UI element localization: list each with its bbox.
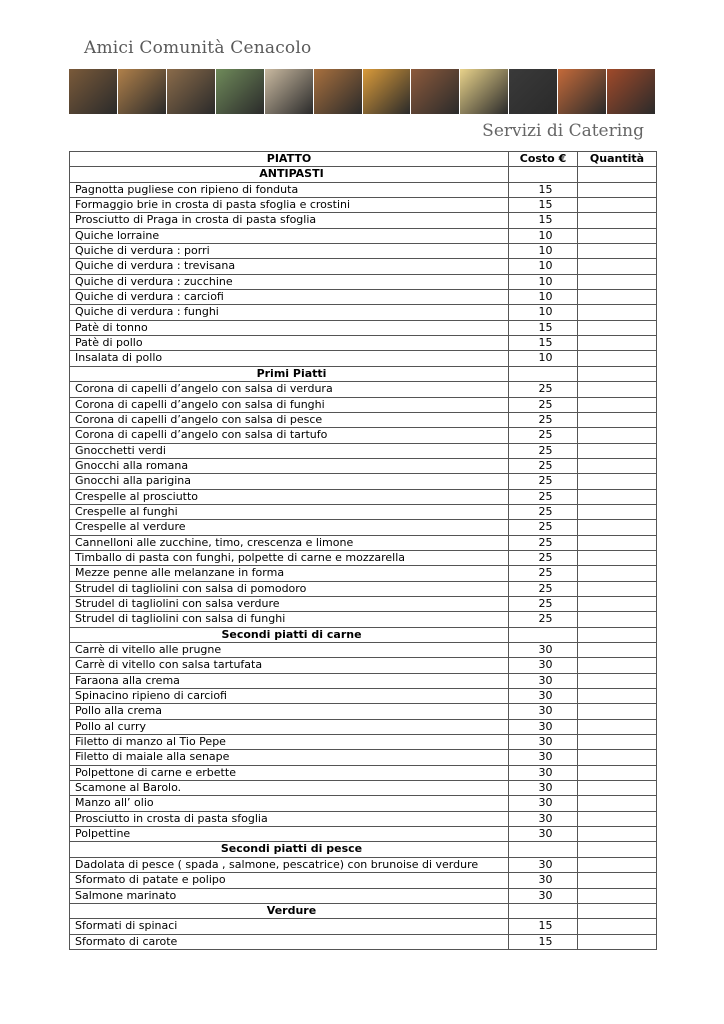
table-row [70,397,657,412]
dish-price: 25 [509,581,578,596]
column-header-cost: Costo € [509,152,578,167]
quantity-cell[interactable] [578,689,657,704]
quantity-cell[interactable] [578,259,657,274]
dish-price: 25 [509,428,578,443]
dish-name: Crespelle al prosciutto [70,489,509,504]
dish-name: Sformato di carote [70,934,509,949]
table-row [70,581,657,596]
table-row [70,458,657,473]
dish-name: Strudel di tagliolini con salsa verdure [70,596,509,611]
quantity-cell[interactable] [578,535,657,550]
quantity-cell[interactable] [578,474,657,489]
table-row [70,228,657,243]
banner-photo [411,69,460,114]
dish-name: Corona di capelli d’angelo con salsa di funghi [70,397,509,412]
table-row [70,796,657,811]
quantity-cell[interactable] [578,428,657,443]
dish-price: 25 [509,550,578,565]
table-row [70,781,657,796]
table-row [70,520,657,535]
dish-price: 25 [509,520,578,535]
section-cost-cell [509,167,578,182]
dish-price: 10 [509,228,578,243]
dish-name: Filetto di manzo al Tio Pepe [70,735,509,750]
section-row [70,366,657,381]
quantity-cell[interactable] [578,612,657,627]
quantity-cell[interactable] [578,796,657,811]
table-row [70,290,657,305]
dish-name: Quiche di verdura : funghi [70,305,509,320]
quantity-cell[interactable] [578,412,657,427]
table-row [70,566,657,581]
dish-name: Spinacino ripieno di carciofi [70,689,509,704]
table-row [70,827,657,842]
table-row [70,351,657,366]
table-row [70,244,657,259]
table-row [70,735,657,750]
dish-price: 10 [509,290,578,305]
dish-name: Pollo al curry [70,719,509,734]
dish-price: 15 [509,182,578,197]
quantity-cell[interactable] [578,520,657,535]
quantity-cell[interactable] [578,443,657,458]
table-row [70,259,657,274]
dish-name: Corona di capelli d’angelo con salsa di tartufo [70,428,509,443]
quantity-cell[interactable] [578,857,657,872]
quantity-cell[interactable] [578,274,657,289]
dish-name: Dadolata di pesce ( spada , salmone, pescatrice) con brunoise di verdure [70,857,509,872]
dish-name: Manzo all’ olio [70,796,509,811]
dish-price: 30 [509,719,578,734]
section-row [70,167,657,182]
table-row [70,888,657,903]
table-row [70,443,657,458]
dish-name: Timballo di pasta con funghi, polpette di carne e mozzarella [70,550,509,565]
dish-name: Carrè di vitello con salsa tartufata [70,658,509,673]
table-row [70,535,657,550]
section-row [70,903,657,918]
banner-photo [265,69,314,114]
dish-name: Corona di capelli d’angelo con salsa di verdura [70,382,509,397]
column-header-quantity: Quantità [578,152,657,167]
banner-photo [363,69,412,114]
table-row [70,919,657,934]
dish-name: Strudel di tagliolini con salsa di pomodoro [70,581,509,596]
section-quantity-cell [578,627,657,642]
dish-name: Prosciutto di Praga in crosta di pasta sfoglia [70,213,509,228]
dish-name: Patè di tonno [70,320,509,335]
quantity-cell[interactable] [578,781,657,796]
dish-price: 30 [509,796,578,811]
column-header-dish: PIATTO [70,152,509,167]
dish-price: 25 [509,412,578,427]
table-row [70,336,657,351]
quantity-cell[interactable] [578,182,657,197]
dish-price: 30 [509,873,578,888]
table-row [70,182,657,197]
table-row [70,765,657,780]
section-cost-cell [509,366,578,381]
table-row [70,689,657,704]
dish-price: 30 [509,827,578,842]
quantity-cell[interactable] [578,919,657,934]
table-row [70,550,657,565]
table-row [70,719,657,734]
quantity-cell[interactable] [578,244,657,259]
quantity-cell[interactable] [578,596,657,611]
quantity-cell[interactable] [578,290,657,305]
section-quantity-cell [578,366,657,381]
dish-price: 10 [509,351,578,366]
dish-name: Faraona alla crema [70,673,509,688]
table-row [70,934,657,949]
section-cost-cell [509,842,578,857]
quantity-cell[interactable] [578,550,657,565]
banner-photo [607,69,656,114]
dish-name: Salmone marinato [70,888,509,903]
dish-price: 25 [509,489,578,504]
section-title: Secondi piatti di carne [70,627,509,642]
quantity-cell[interactable] [578,581,657,596]
dish-price: 15 [509,919,578,934]
dish-price: 25 [509,397,578,412]
quantity-cell[interactable] [578,873,657,888]
banner-photo [558,69,607,114]
section-quantity-cell [578,167,657,182]
table-row [70,213,657,228]
dish-price: 30 [509,704,578,719]
dish-price: 25 [509,535,578,550]
quantity-cell[interactable] [578,198,657,213]
dish-price: 25 [509,474,578,489]
table-row [70,198,657,213]
section-cost-cell [509,627,578,642]
dish-price: 30 [509,781,578,796]
dish-price: 15 [509,336,578,351]
dish-name: Gnocchetti verdi [70,443,509,458]
quantity-cell[interactable] [578,504,657,519]
dish-price: 10 [509,244,578,259]
dish-name: Filetto di maiale alla senape [70,750,509,765]
dish-price: 25 [509,382,578,397]
banner-photo [460,69,509,114]
dish-name: Prosciutto in crosta di pasta sfoglia [70,811,509,826]
table-header-row [70,152,657,167]
dish-name: Quiche di verdura : trevisana [70,259,509,274]
photo-banner [69,69,656,114]
table-row [70,704,657,719]
dish-name: Quiche di verdura : porri [70,244,509,259]
dish-price: 10 [509,274,578,289]
dish-name: Patè di pollo [70,336,509,351]
dish-price: 30 [509,689,578,704]
dish-price: 30 [509,811,578,826]
quantity-cell[interactable] [578,382,657,397]
quantity-cell[interactable] [578,458,657,473]
dish-price: 25 [509,612,578,627]
table-row [70,474,657,489]
quantity-cell[interactable] [578,827,657,842]
dish-name: Mezze penne alle melanzane in forma [70,566,509,581]
quantity-cell[interactable] [578,336,657,351]
quantity-cell[interactable] [578,228,657,243]
dish-name: Polpettine [70,827,509,842]
dish-price: 30 [509,658,578,673]
dish-name: Scamone al Barolo. [70,781,509,796]
section-cost-cell [509,903,578,918]
section-title: Secondi piatti di pesce [70,842,509,857]
quantity-cell[interactable] [578,735,657,750]
brand-title: Amici Comunità Cenacolo [84,38,312,58]
dish-name: Pollo alla crema [70,704,509,719]
dish-price: 10 [509,259,578,274]
dish-price: 15 [509,213,578,228]
banner-photo [509,69,558,114]
table-row [70,412,657,427]
quantity-cell[interactable] [578,704,657,719]
dish-name: Pagnotta pugliese con ripieno di fonduta [70,182,509,197]
section-title: ANTIPASTI [70,167,509,182]
dish-price: 15 [509,320,578,335]
dish-price: 15 [509,198,578,213]
quantity-cell[interactable] [578,213,657,228]
banner-photo [216,69,265,114]
dish-price: 30 [509,643,578,658]
dish-price: 30 [509,765,578,780]
quantity-cell[interactable] [578,305,657,320]
dish-name: Insalata di pollo [70,351,509,366]
quantity-cell[interactable] [578,658,657,673]
dish-price: 30 [509,750,578,765]
section-row [70,842,657,857]
table-row [70,750,657,765]
dish-name: Quiche di verdura : carciofi [70,290,509,305]
table-row [70,673,657,688]
dish-name: Gnocchi alla romana [70,458,509,473]
menu-table [69,151,657,950]
quantity-cell[interactable] [578,643,657,658]
dish-name: Quiche di verdura : zucchine [70,274,509,289]
section-quantity-cell [578,903,657,918]
table-row [70,504,657,519]
quantity-cell[interactable] [578,566,657,581]
quantity-cell[interactable] [578,765,657,780]
table-row [70,643,657,658]
table-row [70,382,657,397]
quantity-cell[interactable] [578,934,657,949]
dish-price: 30 [509,857,578,872]
quantity-cell[interactable] [578,719,657,734]
section-row [70,627,657,642]
quantity-cell[interactable] [578,750,657,765]
dish-name: Sformato di patate e polipo [70,873,509,888]
quantity-cell[interactable] [578,489,657,504]
section-quantity-cell [578,842,657,857]
dish-name: Crespelle al verdure [70,520,509,535]
dish-price: 30 [509,888,578,903]
table-row [70,428,657,443]
dish-name: Polpettone di carne e erbette [70,765,509,780]
dish-price: 25 [509,596,578,611]
dish-price: 15 [509,934,578,949]
table-row [70,489,657,504]
table-row [70,612,657,627]
quantity-cell[interactable] [578,811,657,826]
dish-name: Quiche lorraine [70,228,509,243]
dish-name: Strudel di tagliolini con salsa di funghi [70,612,509,627]
table-row [70,658,657,673]
quantity-cell[interactable] [578,351,657,366]
dish-name: Corona di capelli d’angelo con salsa di pesce [70,412,509,427]
dish-name: Gnocchi alla parigina [70,474,509,489]
table-row [70,274,657,289]
table-row [70,857,657,872]
banner-photo [118,69,167,114]
dish-price: 25 [509,458,578,473]
dish-price: 10 [509,305,578,320]
table-row [70,596,657,611]
table-row [70,873,657,888]
dish-name: Cannelloni alle zucchine, timo, crescenza e limone [70,535,509,550]
section-title: Verdure [70,903,509,918]
quantity-cell[interactable] [578,673,657,688]
banner-photo [167,69,216,114]
dish-price: 25 [509,566,578,581]
page-subtitle: Servizi di Catering [482,121,644,141]
dish-price: 25 [509,504,578,519]
banner-photo [314,69,363,114]
dish-price: 30 [509,735,578,750]
table-row [70,811,657,826]
dish-price: 30 [509,673,578,688]
quantity-cell[interactable] [578,320,657,335]
quantity-cell[interactable] [578,397,657,412]
dish-name: Carrè di vitello alle prugne [70,643,509,658]
quantity-cell[interactable] [578,888,657,903]
dish-name: Crespelle al funghi [70,504,509,519]
dish-name: Sformati di spinaci [70,919,509,934]
dish-name: Formaggio brie in crosta di pasta sfoglia e crostini [70,198,509,213]
banner-photo [69,69,118,114]
dish-price: 25 [509,443,578,458]
table-row [70,305,657,320]
table-row [70,320,657,335]
section-title: Primi Piatti [70,366,509,381]
